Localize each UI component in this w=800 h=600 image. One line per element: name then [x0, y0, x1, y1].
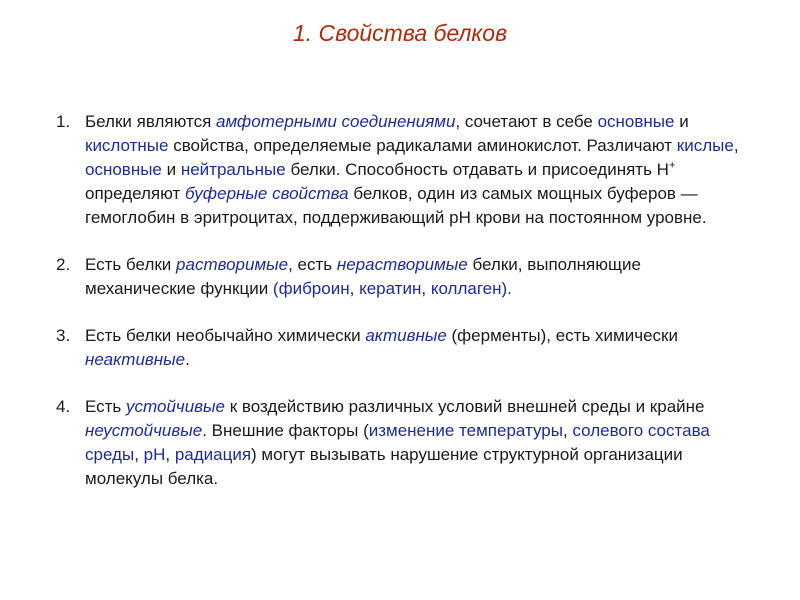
- text-run: и: [674, 112, 689, 131]
- text-run: и: [161, 160, 181, 179]
- highlighted-term: растворимые: [176, 255, 289, 274]
- text-run: . Внешние факторы (: [202, 421, 369, 440]
- text-run: , есть: [288, 255, 337, 274]
- list-item: [56, 395, 746, 491]
- list-item: [56, 324, 746, 372]
- properties-list: [56, 110, 746, 491]
- highlighted-term: коллаген).: [430, 279, 512, 298]
- text-run: Есть белки: [85, 255, 177, 274]
- text-run: белки, выполняющие механические функции: [85, 255, 641, 298]
- text-run: ,: [165, 445, 175, 464]
- highlighted-term: кератин: [359, 279, 422, 298]
- highlighted-term: солевого состава среды: [85, 421, 710, 464]
- highlighted-term: неактивные: [85, 350, 186, 369]
- highlighted-term: основные: [85, 160, 162, 179]
- highlighted-term: активные: [365, 326, 447, 345]
- text-run: свойства, определяемые радикалами аминокислот. Различают: [168, 136, 677, 155]
- highlighted-term: радиация: [174, 445, 252, 464]
- text-run: ,: [134, 445, 144, 464]
- text-run: ) могут вызывать нарушение структурной организации молекулы белка.: [85, 445, 683, 488]
- text-run: Есть белки необычайно химически: [85, 326, 366, 345]
- text-run: , сочетают в себе: [455, 112, 598, 131]
- list-item-text: [85, 255, 641, 298]
- text-run: ,: [562, 421, 573, 440]
- list-item-text: [85, 397, 710, 488]
- highlighted-term: кислотные: [85, 136, 169, 155]
- text-run: ,: [421, 279, 431, 298]
- highlighted-term: нейтральные: [180, 160, 286, 179]
- highlighted-term: рН: [143, 445, 166, 464]
- list-item: [56, 110, 746, 230]
- list-item-number: 3.: [56, 326, 71, 345]
- highlighted-term: (фиброин: [272, 279, 350, 298]
- highlighted-term: нерастворимые: [336, 255, 468, 274]
- highlighted-term: неустойчивые: [85, 421, 203, 440]
- superscript: +: [668, 159, 676, 172]
- text-run: ,: [733, 136, 739, 155]
- text-run: определяют: [85, 184, 186, 203]
- list-item-text: [85, 112, 739, 227]
- list-item-number: 1.: [56, 112, 71, 131]
- slide-title: 1. Свойства белков: [292, 20, 508, 46]
- list-item: [56, 253, 746, 301]
- list-item-number: 4.: [56, 397, 71, 416]
- text-run: Есть: [85, 397, 127, 416]
- text-run: к воздействию различных условий внешней среды и крайне: [225, 397, 705, 416]
- highlighted-term: буферные свойства: [185, 184, 349, 203]
- text-run: белки. Способность отдавать и присоединять Н: [285, 160, 669, 179]
- highlighted-term: основные: [597, 112, 675, 131]
- highlighted-term: амфотерными соединениями: [216, 112, 456, 131]
- text-run: (ферменты), есть химически: [446, 326, 678, 345]
- list-item-text: [85, 326, 678, 369]
- text-run: белков, один из самых мощных буферов — гемоглобин в эритроцитах, поддерживающий рН крови на постоянном уровне.: [85, 184, 707, 227]
- list-item-number: 2.: [56, 255, 71, 274]
- highlighted-term: кислые: [676, 136, 734, 155]
- highlighted-term: устойчивые: [126, 397, 225, 416]
- text-run: ,: [349, 279, 360, 298]
- text-run: Белки являются: [85, 112, 216, 131]
- highlighted-term: изменение температуры: [368, 421, 563, 440]
- text-run: .: [185, 350, 190, 369]
